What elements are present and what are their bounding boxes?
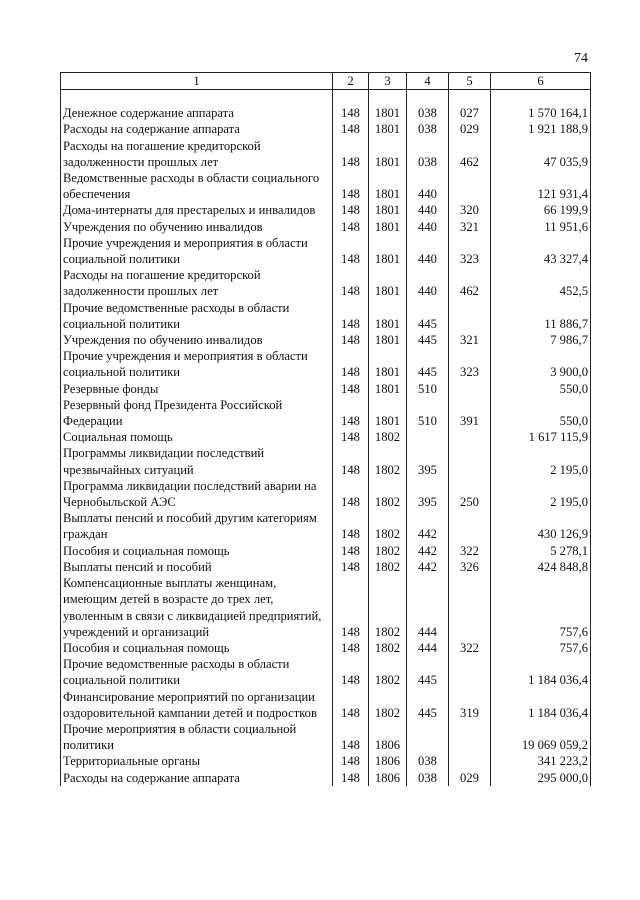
row-section-cell: 1802 xyxy=(369,445,407,477)
row-target-cell: 038 xyxy=(407,138,449,170)
row-code-cell: 148 xyxy=(333,121,369,137)
row-code-cell: 148 xyxy=(333,543,369,559)
row-section-cell: 1801 xyxy=(369,219,407,235)
table-row xyxy=(61,219,591,235)
row-section-cell: 1802 xyxy=(369,656,407,688)
row-code-cell: 148 xyxy=(333,689,369,721)
row-expense-type-cell: 323 xyxy=(449,235,491,267)
table-row xyxy=(61,559,591,575)
row-name-cell: Прочие ведомственные расходы в области социальной политики xyxy=(61,656,333,688)
row-amount-cell: 550,0 xyxy=(491,381,591,397)
row-expense-type-cell xyxy=(449,510,491,542)
row-expense-type-cell xyxy=(449,445,491,477)
row-amount-cell: 452,5 xyxy=(491,267,591,299)
budget-table xyxy=(60,72,591,786)
row-target-cell: 038 xyxy=(407,121,449,137)
row-code-cell: 148 xyxy=(333,478,369,510)
row-section-cell: 1802 xyxy=(369,689,407,721)
row-code-cell: 148 xyxy=(333,575,369,640)
row-name-cell: Прочие учреждения и мероприятия в области социальной политики xyxy=(61,235,333,267)
row-name-cell: Расходы на погашение кредиторской задолженности прошлых лет xyxy=(61,138,333,170)
row-code-cell: 148 xyxy=(333,429,369,445)
table-row xyxy=(61,478,591,510)
row-code-cell: 148 xyxy=(333,138,369,170)
row-section-cell: 1806 xyxy=(369,721,407,753)
row-amount-cell: 121 931,4 xyxy=(491,170,591,202)
row-amount-cell: 757,6 xyxy=(491,575,591,640)
table-row xyxy=(61,445,591,477)
column-header-1: 1 xyxy=(61,73,333,90)
row-expense-type-cell xyxy=(449,656,491,688)
row-code-cell: 148 xyxy=(333,348,369,380)
row-amount-cell: 550,0 xyxy=(491,397,591,429)
table-row xyxy=(61,575,591,640)
row-expense-type-cell: 321 xyxy=(449,332,491,348)
row-amount-cell: 47 035,9 xyxy=(491,138,591,170)
table-row xyxy=(61,721,591,753)
row-target-cell: 445 xyxy=(407,689,449,721)
row-expense-type-cell: 462 xyxy=(449,267,491,299)
row-expense-type-cell: 029 xyxy=(449,121,491,137)
table-header xyxy=(61,73,591,90)
row-code-cell: 148 xyxy=(333,381,369,397)
row-expense-type-cell: 462 xyxy=(449,138,491,170)
row-code-cell: 148 xyxy=(333,105,369,121)
row-code-cell: 148 xyxy=(333,721,369,753)
table-row xyxy=(61,770,591,786)
column-header-2: 2 xyxy=(333,73,369,90)
row-name-cell: Денежное содержание аппарата xyxy=(61,105,333,121)
row-name-cell: Программы ликвидации последствий чрезвычайных ситуаций xyxy=(61,445,333,477)
row-name-cell: Учреждения по обучению инвалидов xyxy=(61,219,333,235)
row-name-cell: Компенсационные выплаты женщинам, имеющим детей в возрасте до трех лет, уволенным в связи с ликвидацией предприятий, учреждений и организаций xyxy=(61,575,333,640)
row-section-cell: 1802 xyxy=(369,543,407,559)
row-name-cell: Ведомственные расходы в области социального обеспечения xyxy=(61,170,333,202)
row-amount-cell: 3 900,0 xyxy=(491,348,591,380)
row-expense-type-cell: 322 xyxy=(449,640,491,656)
row-target-cell: 442 xyxy=(407,543,449,559)
row-section-cell: 1801 xyxy=(369,348,407,380)
row-expense-type-cell xyxy=(449,753,491,769)
row-amount-cell: 757,6 xyxy=(491,640,591,656)
row-target-cell: 444 xyxy=(407,640,449,656)
row-amount-cell: 2 195,0 xyxy=(491,445,591,477)
row-section-cell: 1801 xyxy=(369,381,407,397)
row-section-cell: 1801 xyxy=(369,397,407,429)
row-name-cell: Прочие ведомственные расходы в области социальной политики xyxy=(61,300,333,332)
row-target-cell: 395 xyxy=(407,478,449,510)
row-section-cell: 1801 xyxy=(369,138,407,170)
row-name-cell: Расходы на погашение кредиторской задолженности прошлых лет xyxy=(61,267,333,299)
row-expense-type-cell xyxy=(449,300,491,332)
row-name-cell: Пособия и социальная помощь xyxy=(61,543,333,559)
row-expense-type-cell: 027 xyxy=(449,105,491,121)
row-amount-cell: 66 199,9 xyxy=(491,202,591,218)
row-section-cell: 1801 xyxy=(369,235,407,267)
row-section-cell: 1802 xyxy=(369,575,407,640)
row-code-cell: 148 xyxy=(333,219,369,235)
row-section-cell: 1806 xyxy=(369,753,407,769)
row-section-cell: 1801 xyxy=(369,332,407,348)
row-target-cell: 038 xyxy=(407,753,449,769)
row-name-cell: Резервные фонды xyxy=(61,381,333,397)
table-row xyxy=(61,753,591,769)
row-code-cell: 148 xyxy=(333,445,369,477)
row-expense-type-cell xyxy=(449,721,491,753)
table-row xyxy=(61,429,591,445)
row-name-cell: Пособия и социальная помощь xyxy=(61,640,333,656)
column-header-6: 6 xyxy=(491,73,591,90)
table-row xyxy=(61,348,591,380)
row-section-cell: 1802 xyxy=(369,429,407,445)
row-name-cell: Выплаты пенсий и пособий другим категориям граждан xyxy=(61,510,333,542)
row-amount-cell: 1 184 036,4 xyxy=(491,689,591,721)
table-row xyxy=(61,138,591,170)
row-code-cell: 148 xyxy=(333,559,369,575)
row-code-cell: 148 xyxy=(333,397,369,429)
row-amount-cell: 1 617 115,9 xyxy=(491,429,591,445)
row-name-cell: Прочие учреждения и мероприятия в области социальной политики xyxy=(61,348,333,380)
row-amount-cell: 2 195,0 xyxy=(491,478,591,510)
row-expense-type-cell xyxy=(449,429,491,445)
table-row xyxy=(61,543,591,559)
row-target-cell: 442 xyxy=(407,559,449,575)
row-amount-cell: 295 000,0 xyxy=(491,770,591,786)
row-target-cell: 440 xyxy=(407,267,449,299)
row-section-cell: 1802 xyxy=(369,640,407,656)
row-target-cell: 444 xyxy=(407,575,449,640)
row-target-cell: 510 xyxy=(407,381,449,397)
table-row xyxy=(61,656,591,688)
table-row xyxy=(61,267,591,299)
row-amount-cell: 19 069 059,2 xyxy=(491,721,591,753)
row-section-cell: 1801 xyxy=(369,170,407,202)
row-section-cell: 1801 xyxy=(369,105,407,121)
row-expense-type-cell: 321 xyxy=(449,219,491,235)
row-expense-type-cell xyxy=(449,575,491,640)
row-expense-type-cell: 250 xyxy=(449,478,491,510)
row-expense-type-cell: 322 xyxy=(449,543,491,559)
table-row xyxy=(61,121,591,137)
row-code-cell: 148 xyxy=(333,640,369,656)
row-name-cell: Расходы на содержание аппарата xyxy=(61,121,333,137)
row-name-cell: Социальная помощь xyxy=(61,429,333,445)
row-name-cell: Выплаты пенсий и пособий xyxy=(61,559,333,575)
row-expense-type-cell: 320 xyxy=(449,202,491,218)
row-expense-type-cell: 391 xyxy=(449,397,491,429)
row-name-cell: Территориальные органы xyxy=(61,753,333,769)
row-target-cell: 510 xyxy=(407,397,449,429)
row-target-cell: 038 xyxy=(407,770,449,786)
row-section-cell: 1801 xyxy=(369,202,407,218)
row-code-cell: 148 xyxy=(333,656,369,688)
row-target-cell: 038 xyxy=(407,105,449,121)
row-amount-cell: 43 327,4 xyxy=(491,235,591,267)
page-number: 74 xyxy=(574,51,588,66)
row-code-cell: 148 xyxy=(333,770,369,786)
table-row xyxy=(61,170,591,202)
row-name-cell: Прочие мероприятия в области социальной политики xyxy=(61,721,333,753)
row-target-cell: 440 xyxy=(407,219,449,235)
row-section-cell: 1802 xyxy=(369,559,407,575)
row-target-cell: 445 xyxy=(407,348,449,380)
row-target-cell xyxy=(407,429,449,445)
row-amount-cell: 11 951,6 xyxy=(491,219,591,235)
row-amount-cell: 7 986,7 xyxy=(491,332,591,348)
row-name-cell: Учреждения по обучению инвалидов xyxy=(61,332,333,348)
row-name-cell: Резервный фонд Президента Российской Федерации xyxy=(61,397,333,429)
spacer-row xyxy=(61,90,591,106)
row-section-cell: 1802 xyxy=(369,510,407,542)
row-section-cell: 1802 xyxy=(369,478,407,510)
row-target-cell: 395 xyxy=(407,445,449,477)
row-expense-type-cell: 319 xyxy=(449,689,491,721)
table-row xyxy=(61,689,591,721)
row-code-cell: 148 xyxy=(333,202,369,218)
row-name-cell: Дома-интернаты для престарелых и инвалидов xyxy=(61,202,333,218)
row-expense-type-cell xyxy=(449,381,491,397)
row-code-cell: 148 xyxy=(333,753,369,769)
row-amount-cell: 424 848,8 xyxy=(491,559,591,575)
row-amount-cell: 1 570 164,1 xyxy=(491,105,591,121)
row-expense-type-cell xyxy=(449,170,491,202)
table-row xyxy=(61,202,591,218)
column-header-5: 5 xyxy=(449,73,491,90)
table-row xyxy=(61,300,591,332)
table-row xyxy=(61,381,591,397)
table-row xyxy=(61,510,591,542)
column-header-4: 4 xyxy=(407,73,449,90)
table-body xyxy=(61,90,591,786)
row-amount-cell: 430 126,9 xyxy=(491,510,591,542)
row-name-cell: Финансирование мероприятий по организации оздоровительной кампании детей и подростков xyxy=(61,689,333,721)
row-amount-cell: 5 278,1 xyxy=(491,543,591,559)
row-amount-cell: 1 921 188,9 xyxy=(491,121,591,137)
row-target-cell: 445 xyxy=(407,656,449,688)
row-target-cell: 442 xyxy=(407,510,449,542)
row-expense-type-cell: 323 xyxy=(449,348,491,380)
row-code-cell: 148 xyxy=(333,510,369,542)
row-section-cell: 1801 xyxy=(369,121,407,137)
row-section-cell: 1801 xyxy=(369,300,407,332)
row-code-cell: 148 xyxy=(333,235,369,267)
table-row xyxy=(61,332,591,348)
table-row xyxy=(61,235,591,267)
row-name-cell: Программа ликвидации последствий аварии на Чернобыльской АЭС xyxy=(61,478,333,510)
row-amount-cell: 1 184 036,4 xyxy=(491,656,591,688)
row-section-cell: 1801 xyxy=(369,267,407,299)
row-amount-cell: 11 886,7 xyxy=(491,300,591,332)
row-target-cell: 440 xyxy=(407,235,449,267)
table-row xyxy=(61,397,591,429)
table-row xyxy=(61,640,591,656)
table-row xyxy=(61,105,591,121)
row-target-cell: 440 xyxy=(407,170,449,202)
row-code-cell: 148 xyxy=(333,170,369,202)
row-code-cell: 148 xyxy=(333,267,369,299)
row-name-cell: Расходы на содержание аппарата xyxy=(61,770,333,786)
row-expense-type-cell: 326 xyxy=(449,559,491,575)
row-amount-cell: 341 223,2 xyxy=(491,753,591,769)
row-target-cell: 440 xyxy=(407,202,449,218)
row-target-cell xyxy=(407,721,449,753)
row-code-cell: 148 xyxy=(333,300,369,332)
column-header-3: 3 xyxy=(369,73,407,90)
row-target-cell: 445 xyxy=(407,300,449,332)
row-code-cell: 148 xyxy=(333,332,369,348)
row-section-cell: 1806 xyxy=(369,770,407,786)
row-target-cell: 445 xyxy=(407,332,449,348)
row-expense-type-cell: 029 xyxy=(449,770,491,786)
